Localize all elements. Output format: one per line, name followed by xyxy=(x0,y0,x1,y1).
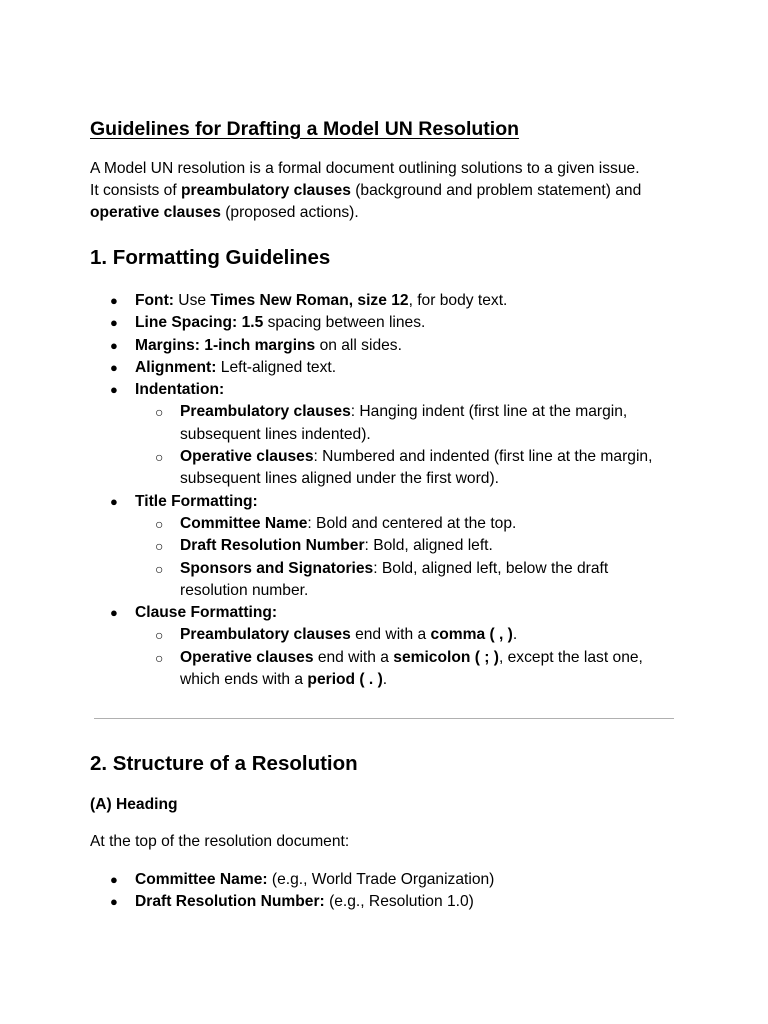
bullet-icon: ● xyxy=(110,493,118,509)
formatting-list xyxy=(90,290,680,691)
alignment-label: Alignment: xyxy=(135,358,217,376)
alignment-post: Left-aligned text. xyxy=(216,358,337,376)
committee-name-example: (e.g., World Trade Organization) xyxy=(267,871,495,888)
margins-post: on all sides. xyxy=(315,336,402,354)
sublist-item-draft-number xyxy=(135,535,680,557)
committee-text: : Bold and centered at the top. xyxy=(307,514,517,532)
list-item-clause-formatting xyxy=(90,602,680,691)
list-item-committee-name xyxy=(90,869,680,891)
bullet-icon: ● xyxy=(110,382,118,398)
indentation-label: Indentation: xyxy=(135,381,225,399)
sublist-item-operative-indent xyxy=(135,446,680,491)
sublist-item-sponsors xyxy=(135,558,680,603)
draft-label: Draft Resolution Number xyxy=(180,537,365,555)
hollow-bullet-icon: ○ xyxy=(155,449,164,466)
operative-ending-label: Operative clauses xyxy=(180,648,314,666)
draft-number-label: Draft Resolution Number: xyxy=(135,893,325,911)
hollow-bullet-icon: ○ xyxy=(155,538,164,555)
margins-label: Margins: 1-inch margins xyxy=(135,336,316,354)
document-body xyxy=(90,116,680,691)
semicolon-term: semicolon ( ; ) xyxy=(393,648,499,666)
intro-paragraph xyxy=(90,158,680,224)
heading-subsection-title: (A) Heading xyxy=(90,796,178,813)
horizontal-divider xyxy=(94,718,674,719)
bullet-icon: ● xyxy=(110,605,118,621)
sponsors-text: : Bold, aligned left, below the draft resolution number. xyxy=(180,559,609,599)
spacing-post: spacing between lines. xyxy=(263,314,426,332)
font-value: Times New Roman, size 12 xyxy=(210,292,409,309)
sublist-item-preambulatory-ending xyxy=(135,624,680,646)
intro-operative-term: operative clauses xyxy=(90,204,221,221)
list-item-indentation xyxy=(90,379,680,490)
list-item-draft-resolution-number xyxy=(90,891,680,913)
preamb-ending-mid: end with a xyxy=(350,626,431,644)
bullet-icon: ● xyxy=(110,293,118,308)
operative-ending-mid2: , except the last one, which ends with a xyxy=(180,648,643,689)
hollow-bullet-icon: ○ xyxy=(155,560,164,577)
intro-line2-prefix: It consists of xyxy=(90,182,181,199)
draft-text: : Bold, aligned left. xyxy=(364,537,493,555)
list-item-font xyxy=(90,290,680,312)
intro-preambulatory-term: preambulatory clauses xyxy=(181,182,351,199)
operative-ending-mid: end with a xyxy=(313,648,394,666)
bullet-icon: ● xyxy=(110,359,118,375)
bullet-icon: ● xyxy=(110,894,118,910)
clause-formatting-label: Clause Formatting: xyxy=(135,604,278,622)
indentation-sublist xyxy=(135,401,680,490)
preamb-ending-label: Preambulatory clauses xyxy=(180,626,351,644)
bullet-icon: ● xyxy=(110,337,118,353)
hollow-bullet-icon: ○ xyxy=(155,649,164,666)
comma-term: comma ( , ) xyxy=(430,626,513,644)
hollow-bullet-icon: ○ xyxy=(155,515,164,532)
title-formatting-sublist xyxy=(135,513,680,602)
hollow-bullet-icon: ○ xyxy=(155,627,164,644)
list-item-title-formatting xyxy=(90,491,680,602)
operative-indent-label: Operative clauses xyxy=(180,448,314,466)
list-item-alignment xyxy=(90,357,680,379)
font-label: Font: xyxy=(135,292,174,309)
sublist-item-committee-name xyxy=(135,513,680,535)
intro-line2-suffix: (background and problem statement) and xyxy=(350,182,642,199)
period-term: period ( . ) xyxy=(307,671,383,689)
structure-section xyxy=(90,750,680,914)
heading-elements-list xyxy=(90,869,680,914)
operative-indent-text: : Numbered and indented (first line at the margin, subsequent lines aligned under the first word). xyxy=(180,448,653,488)
hollow-bullet-icon: ○ xyxy=(155,404,164,421)
document-title: Guidelines for Drafting a Model UN Resolution xyxy=(90,118,520,140)
committee-label: Committee Name xyxy=(180,514,308,532)
draft-number-example: (e.g., Resolution 1.0) xyxy=(324,893,474,911)
bullet-icon: ● xyxy=(110,872,118,887)
operative-ending-end: . xyxy=(382,671,388,689)
sublist-item-preambulatory-indent xyxy=(135,401,680,446)
intro-line3-suffix: (proposed actions). xyxy=(220,204,359,221)
committee-name-label: Committee Name: xyxy=(135,871,268,888)
sublist-item-operative-ending xyxy=(135,647,680,692)
list-item-margins xyxy=(90,335,680,357)
sponsors-label: Sponsors and Signatories xyxy=(180,559,374,577)
list-item-line-spacing xyxy=(90,312,680,334)
clause-formatting-sublist xyxy=(135,624,680,691)
heading-subsection-paragraph: At the top of the resolution document: xyxy=(90,833,350,850)
section-formatting-heading: 1. Formatting Guidelines xyxy=(90,246,331,269)
font-post: , for body text. xyxy=(408,292,508,309)
preamb-indent-label: Preambulatory clauses xyxy=(180,403,351,421)
spacing-label: Line Spacing: 1.5 xyxy=(135,314,264,332)
intro-line1: A Model UN resolution is a formal document outlining solutions to a given issue. xyxy=(90,160,640,177)
title-formatting-label: Title Formatting: xyxy=(135,492,258,510)
preamb-indent-text: : Hanging indent (first line at the margin, subsequent lines indented). xyxy=(180,403,628,443)
section-structure-heading: 2. Structure of a Resolution xyxy=(90,752,358,775)
font-pre: Use xyxy=(173,292,211,309)
bullet-icon: ● xyxy=(110,315,118,331)
preamb-ending-end: . xyxy=(512,626,518,644)
